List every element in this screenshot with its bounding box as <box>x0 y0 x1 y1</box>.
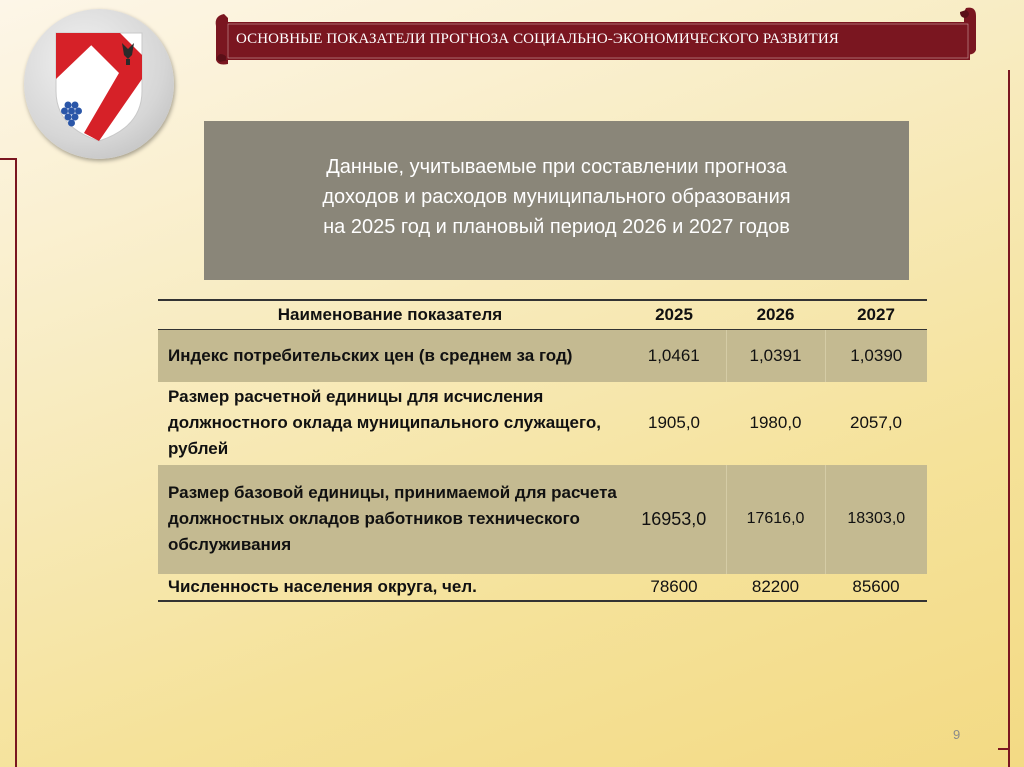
row-value-2026: 1,0391 <box>726 330 825 382</box>
row-value-2027: 1,0390 <box>825 330 927 382</box>
frame-left-tick <box>0 158 17 160</box>
row-indicator-name: Индекс потребительских цен (в среднем за год) <box>158 330 622 382</box>
table-row <box>158 574 927 601</box>
frame-right-line <box>1008 70 1010 767</box>
coat-of-arms-emblem <box>24 9 174 159</box>
row-value-2025: 16953,0 <box>622 465 726 574</box>
row-value-2027: 2057,0 <box>850 413 902 432</box>
row-indicator-name: Численность населения округа, чел. <box>158 574 622 601</box>
row-indicator-name: Размер базовой единицы, принимаемой для расчета должностных окладов работников технического обслуживания <box>158 465 622 574</box>
row-value-2027: 18303,0 <box>825 465 927 574</box>
intro-line-3: на 2025 год и плановый период 2026 и 2027 годов <box>323 216 790 238</box>
table-row <box>158 382 927 465</box>
row-value-2025: 1905,0 <box>648 413 700 432</box>
row-value-2026: 17616,0 <box>726 465 825 574</box>
row-value-2026: 82200 <box>726 574 825 601</box>
header-year-2026: 2026 <box>726 300 825 330</box>
intro-line-2: доходов и расходов муниципального образования <box>322 186 791 208</box>
header-indicator-name: Наименование показателя <box>158 300 622 330</box>
row-indicator-name: Размер расчетной единицы для исчисления должностного оклада муниципального служащего, рублей <box>168 387 601 458</box>
banner-title: ОСНОВНЫЕ ПОКАЗАТЕЛИ ПРОГНОЗА СОЦИАЛЬНО-ЭКОНОМИЧЕСКОГО РАЗВИТИЯ <box>236 31 839 47</box>
intro-line-1: Данные, учитываемые при составлении прогноза <box>326 156 787 178</box>
row-value-2026: 1980,0 <box>749 413 802 432</box>
page-number: 9 <box>953 727 961 742</box>
indicators-table <box>158 299 927 602</box>
row-value-2027: 85600 <box>825 574 927 601</box>
intro-text <box>204 152 909 242</box>
frame-bottom-tick <box>998 748 1010 750</box>
table-row <box>158 465 927 574</box>
table-row <box>158 330 927 382</box>
table-header-row <box>158 300 927 330</box>
row-value-2025: 1,0461 <box>622 330 726 382</box>
header-year-2027: 2027 <box>825 300 927 330</box>
intro-box <box>204 121 909 280</box>
row-value-2025: 78600 <box>622 574 726 601</box>
header-year-2025: 2025 <box>622 300 726 330</box>
frame-left-line <box>15 158 17 767</box>
